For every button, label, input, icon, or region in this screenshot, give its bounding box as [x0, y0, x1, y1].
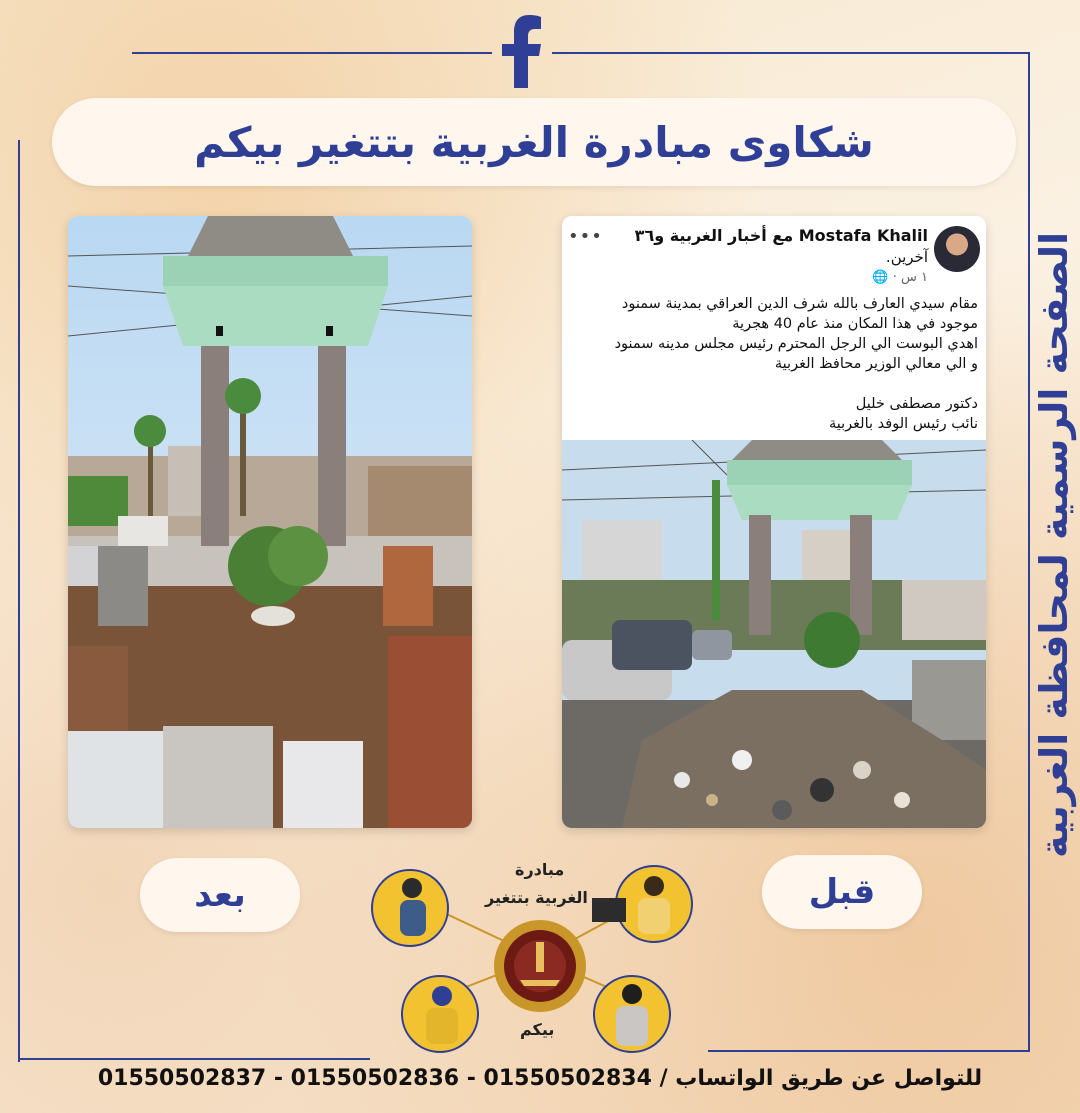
initiative-logo-line1: مبادرة — [515, 860, 565, 879]
contact-info: للتواصل عن طريق الواتساب / 01550502834 - 01550502836 - 01550502837 — [97, 1066, 983, 1091]
frame-top-right-line — [552, 52, 1030, 54]
post-line: موجود في هذا المكان منذ عام 40 هجرية — [732, 316, 978, 332]
post-line: اهدي البوست الي الرجل المحترم رئيس مجلس مدينه سمنود — [614, 336, 978, 352]
initiative-logo-line3: بيكم — [520, 1020, 555, 1039]
frame-bottom-line — [18, 1058, 370, 1060]
after-label: بعد — [140, 858, 300, 932]
before-label: قبل — [762, 855, 922, 929]
facebook-post — [562, 216, 986, 440]
post-line — [568, 374, 978, 394]
before-post-card — [562, 216, 986, 828]
post-author[interactable]: Mostafa Khalil مع أخبار الغربية و٣٦ — [634, 226, 928, 245]
after-photo — [68, 216, 472, 828]
frame-top-left-line — [132, 52, 492, 54]
initiative-logo-line2: الغربية بتتغير — [485, 888, 588, 907]
post-line: دكتور مصطفى خليل — [855, 396, 978, 412]
after-scene — [68, 216, 472, 828]
initiative-logo — [370, 848, 710, 1060]
side-title: الصفحة الرسمية لمحافظة الغربية — [1032, 231, 1076, 859]
post-time: ١ س · 🌐 — [872, 270, 928, 285]
post-tagged-others[interactable]: آخرين. — [885, 248, 928, 266]
frame-left-line — [18, 140, 20, 1062]
post-line: نائب رئيس الوفد بالغربية — [829, 416, 978, 432]
globe-icon: 🌐 — [872, 270, 889, 285]
title-banner — [52, 98, 1016, 186]
avatar[interactable] — [934, 226, 980, 272]
facebook-icon[interactable] — [498, 14, 544, 88]
more-options-icon[interactable]: ••• — [568, 226, 603, 247]
frame-bottom-right-line — [708, 1050, 1030, 1052]
page-title: شكاوى مبادرة الغربية بتتغير بيكم — [194, 117, 874, 167]
side-title-container — [1024, 231, 1080, 859]
post-body — [568, 294, 978, 434]
post-line: و الي معالي الوزير محافظ الغربية — [774, 356, 978, 372]
post-line: مقام سيدي العارف بالله شرف الدين العراقي بمدينة سمنود — [621, 296, 978, 312]
before-photo — [562, 440, 986, 828]
